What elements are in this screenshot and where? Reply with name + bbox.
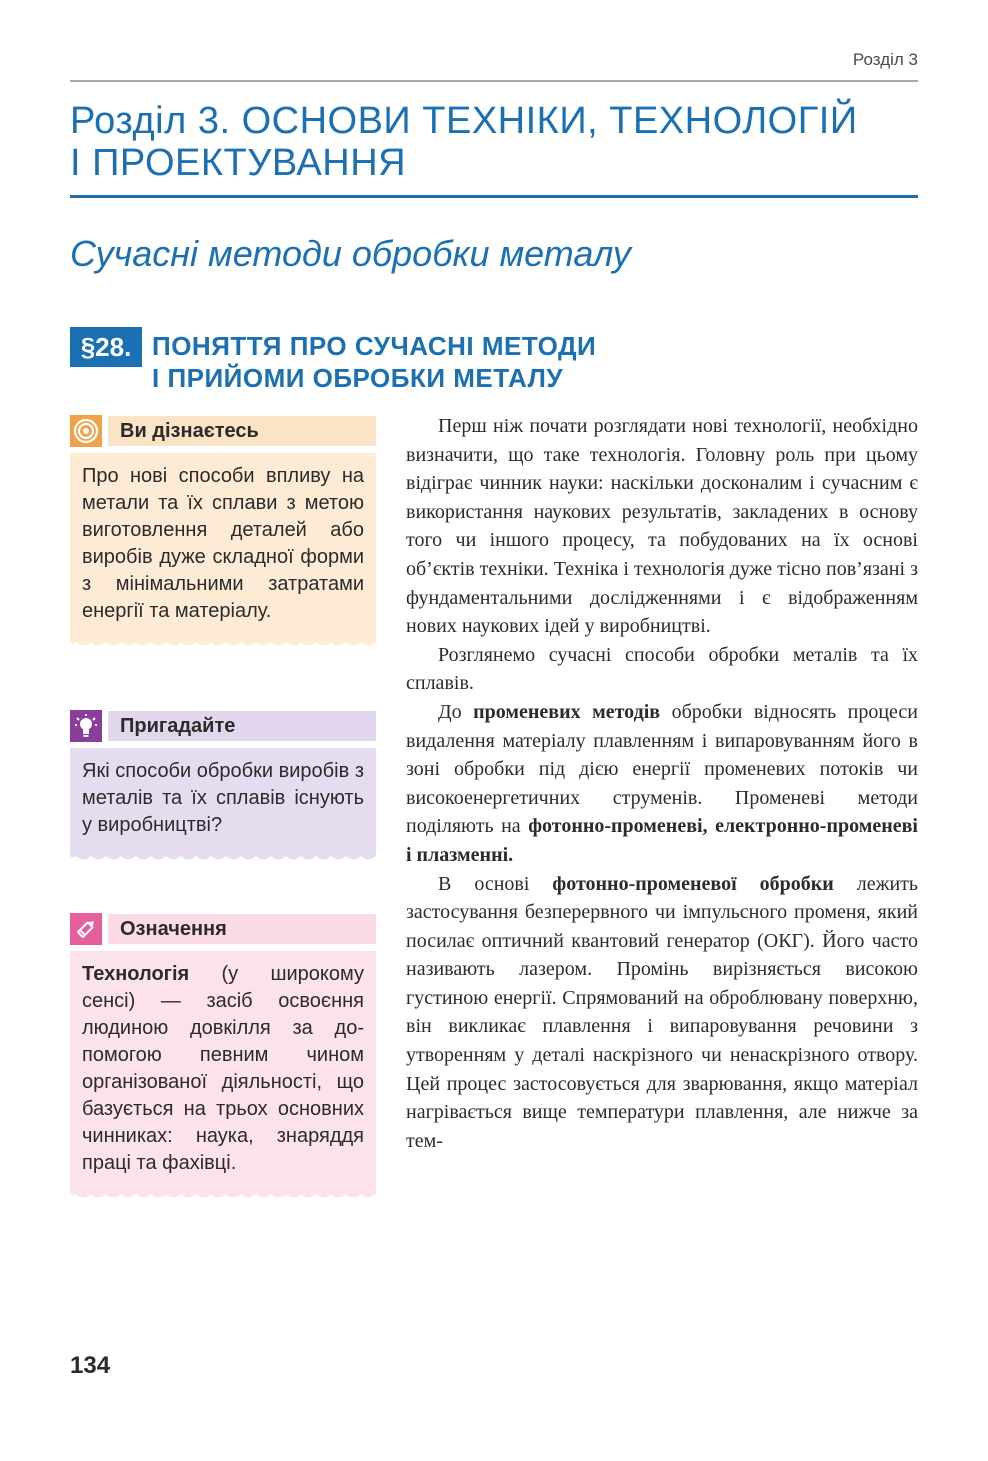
chapter-title-line-1: Розділ 3. ОСНОВИ ТЕХНІКИ, ТЕХНОЛОГІЙ <box>70 100 858 142</box>
learn-box-wave-edge <box>70 639 376 649</box>
learn-box-text: Про нові способи впливу на метали та їх сплави з метою виготовлення деталей або виробів дуже складної форми з мінімальними затратами енергії та матеріалу. <box>70 453 376 639</box>
text-run: лежить застосування безперервного чи імпульсного променя, який посилає оптичний квантовий генератор (ОКГ). Його часто називають лазером. Промінь вирізняється високою густиною енергії. Спрямований на оброблювану поверхню, він викликає плавлення і випаровування речовини з утворенням у деталі наскрізного чи ненаскрізного отвору. Цей процес застосовується для зварювання, якщо матеріал нагрівається вище температури плавлення, але нижче за тем- <box>406 872 919 1152</box>
body-paragraph-2: Розглянемо сучасні способи обробки металів та їх сплавів. <box>406 643 918 695</box>
body-paragraph-4 <box>406 870 918 1156</box>
definition-term: Технологія <box>82 963 190 985</box>
term-beam-types: фотонно-променеві, електронно-променеві і плазменні. <box>406 815 918 866</box>
paragraph-title <box>152 330 596 394</box>
term-beam-methods: променевих методів <box>473 700 661 723</box>
definition-box <box>70 913 376 1201</box>
top-rule <box>70 80 918 82</box>
paragraph-title-line-2: І ПРИЙОМИ ОБРОБКИ МЕТАЛУ <box>152 363 564 393</box>
term-photon-beam: фотонно-променевої обробки <box>552 872 834 895</box>
paragraph-number-badge: §28. <box>70 327 142 367</box>
pencil-icon <box>70 913 102 945</box>
definition-box-wave-edge <box>70 1191 376 1201</box>
recall-box-text: Які способи обробки виробів з металів та їх сплавів існують у виробництві? <box>70 748 376 853</box>
main-text <box>406 412 918 1155</box>
chapter-title <box>70 100 930 184</box>
recall-box <box>70 710 376 863</box>
body-paragraph-1: Перш ніж почати розглядати нові технології, необхідно визначити, що таке технологія. Головну роль при цьому відіграє чинник науки: наскільки досконалим і сучасним є використання наукових результатів, закладених в основу того чи іншого процесу, та побудованих на їх основі об’єктів техніки. Техніка і технологія дуже тісно пов’язані з фундаментальними дослідженнями і є відображенням нових наукових ідей у виробництві. <box>406 415 918 638</box>
recall-box-heading: Пригадайте <box>108 711 376 741</box>
learn-box-heading: Ви дізнаєтесь <box>108 416 376 446</box>
recall-box-wave-edge <box>70 853 376 863</box>
section-subtitle: Сучасні методи обробки металу <box>70 233 631 274</box>
text-run: обробки відносять процеси видалення матеріалу плавленням і випаровуванням його в зоні обробки під дією енергії променевих потоків чи високоенергетичних струменів. Променеві методи поділяють на <box>406 700 918 838</box>
target-icon <box>70 415 102 447</box>
definition-box-header <box>70 913 376 945</box>
recall-box-header <box>70 710 376 742</box>
body-paragraph-3 <box>406 698 918 870</box>
page-number: 134 <box>70 1352 111 1379</box>
chapter-rule <box>70 195 918 198</box>
text-run: До <box>438 700 474 723</box>
definition-box-heading: Означення <box>108 914 376 944</box>
learn-box <box>70 415 376 649</box>
learn-box-header <box>70 415 376 447</box>
running-head: Розділ 3 <box>852 50 918 69</box>
chapter-title-line-2: І ПРОЕКТУВАННЯ <box>70 142 407 184</box>
definition-text: (у широкому сенсі) — засіб освоєння людиною довкілля за допомогою певним чином організованої діяльності, що базується на трьох основних чинниках: наука, знаряддя праці та фахівці. <box>82 963 364 1174</box>
paragraph-title-line-1: ПОНЯТТЯ ПРО СУЧАСНІ МЕТОДИ <box>152 331 597 361</box>
lightbulb-icon <box>70 710 102 742</box>
text-run: В основі <box>438 872 553 895</box>
definition-box-body <box>70 951 376 1191</box>
